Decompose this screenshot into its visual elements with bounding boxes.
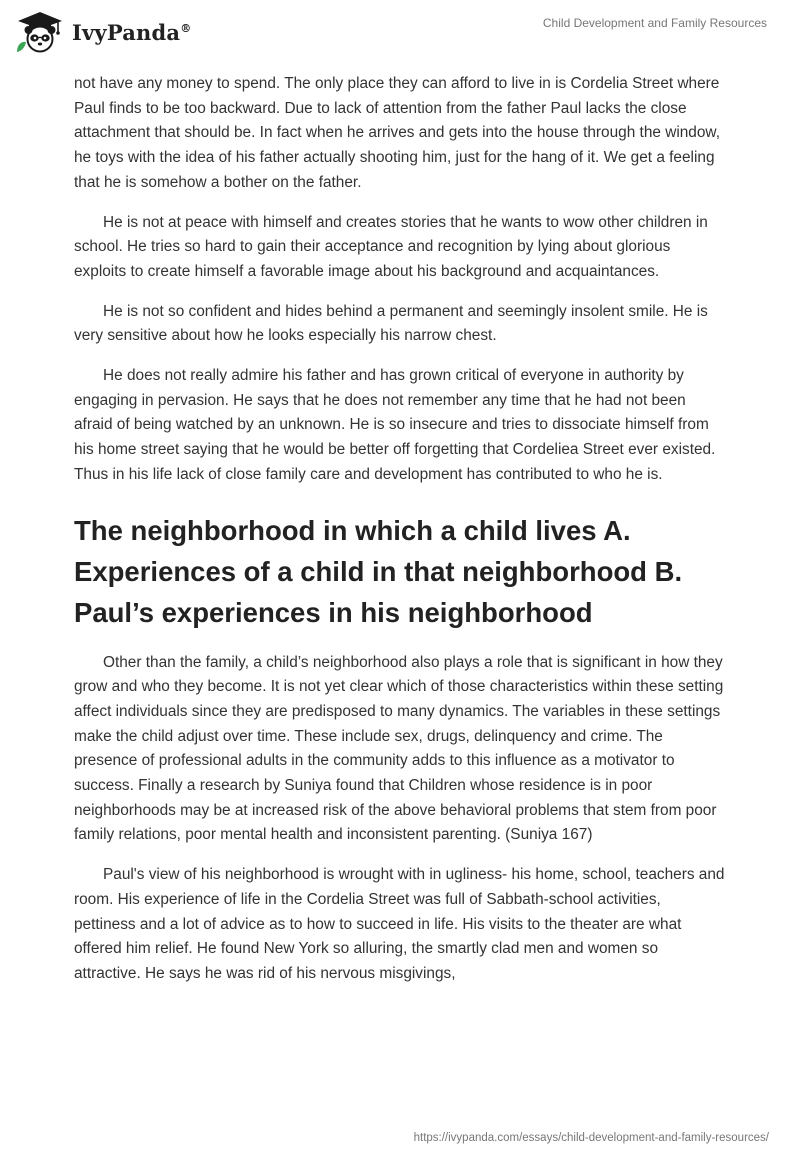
source-url[interactable]: https://ivypanda.com/essays/child-development-and-family-resources/ bbox=[413, 1132, 769, 1144]
paragraph: He is not so confident and hides behind a permanent and seemingly insolent smile. He is very sensitive about how he looks especially his narrow chest. bbox=[74, 302, 708, 345]
registered-mark: ® bbox=[180, 21, 192, 35]
paragraph: He does not really admire his father and has grown critical of everyone in authority by engaging in pervasion. He says that he does not remember any time that he had not been afraid of being watched by an unknown. He is so insecure and tries to dissociate himself from his home street saying that he would be better off forgetting that Cordeliea Street ever existed. Thus in his life lack of close family care and development has contributed to who he is. bbox=[74, 367, 716, 483]
section-heading: The neighborhood in which a child lives A. Experiences of a child in that neighborhood B. Paul’s experiences in his neighborhood bbox=[74, 514, 683, 628]
panda-graduate-icon bbox=[14, 10, 66, 54]
paragraph: not have any money to spend. The only place they can afford to live in is Cordelia Street where Paul finds to be too backward. Due to lack of attention from the father Paul lacks the close attachment that should be. In fact when he arrives and gets into the house through the window, he toys with the idea of his father actually shooting him, just for the hang of it. We get a feeling that he is somehow a bother on the father. bbox=[74, 75, 720, 191]
logo-text: IvyPanda bbox=[72, 19, 181, 45]
paragraph: Other than the family, a child’s neighborhood also plays a role that is significant in how they grow and who they become. It is not yet clear which of those characteristics within these setting affect individuals since they are predisposed to many dynamics. The variables in these settings make the child adjust over time. These include sex, drugs, delinquency and crime. The presence of professional adults in the community adds to this influence as a motivator to success. Finally a research by Suniya found that Children whose residence is in poor neighborhoods may be at increased risk of the above behavioral problems that stem from poor family relations, poor mental health and inconsistent parenting. (Suniya 167) bbox=[74, 653, 724, 844]
paragraph: He is not at peace with himself and creates stories that he wants to wow other children in school. He tries so hard to gain their acceptance and recognition by lying about glorious exploits to create himself a favorable image about his background and acquaintances. bbox=[74, 213, 708, 280]
document-title: Child Development and Family Resources bbox=[542, 16, 767, 30]
logo-wordmark bbox=[72, 20, 191, 45]
ivypanda-logo[interactable] bbox=[14, 10, 191, 54]
paragraph: Paul's view of his neighborhood is wrought with in ugliness- his home, school, teachers and room. His experience of life in the Cordelia Street was full of Sabbath-school activities, pettiness and a lot of advice as to how to succeed in life. His visits to the theater are what offered him relief. He found New York so alluring, the smartly clad men and women so attractive. He says he was rid of his nervous misgivings, bbox=[74, 866, 725, 982]
page-header bbox=[0, 0, 800, 64]
essay-content bbox=[74, 72, 726, 1002]
